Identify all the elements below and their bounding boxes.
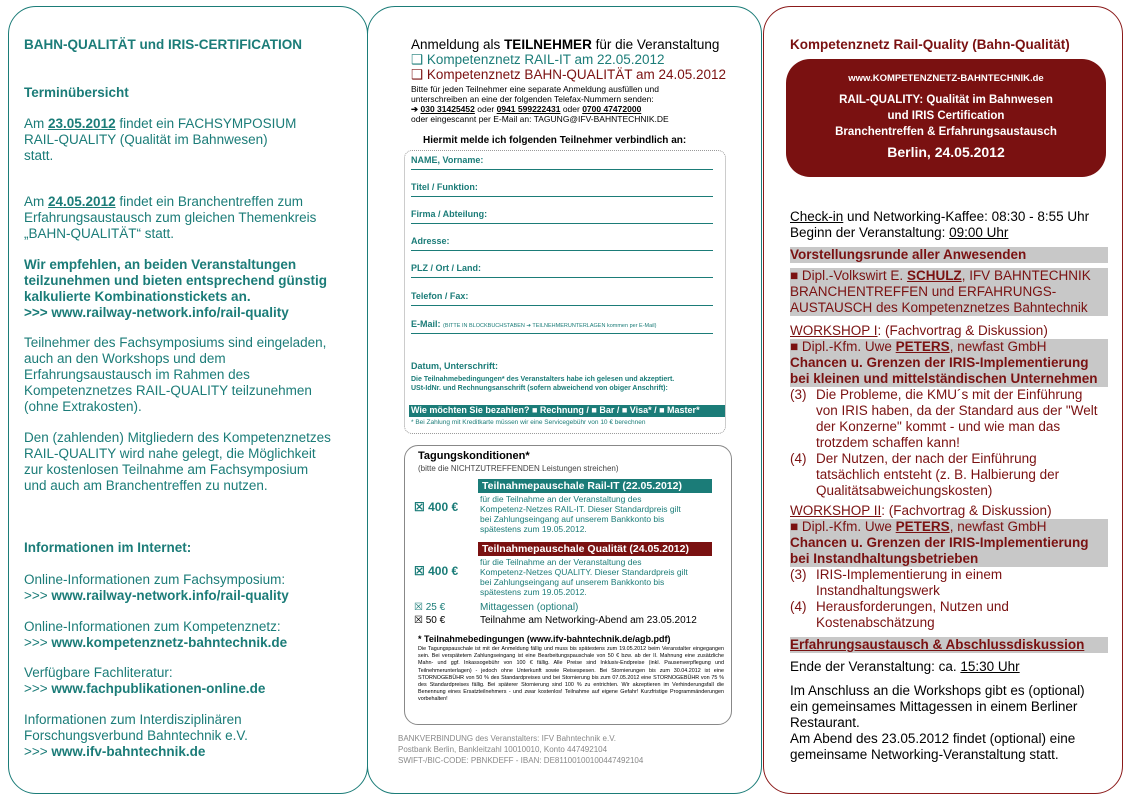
tagung-sub: (bitte die NICHTZUTREFFENDEN Leistungen streichen) <box>418 464 619 473</box>
workshop-2-heading: WORKSHOP II: (Fachvortrag & Diskussion) <box>790 503 1052 518</box>
workshop-1-points: (3) Die Probleme, die KMU´s mit der Einführung von IRIS haben, da der Standard aus der "Welt der Konzerne" kommt - und wie man das trotzdem schaffen kann! (4) Der Nutzen, der nach der Einführung tatsächlich entsteht (z. B. Halbierung der Qualitätsabweichungskosten) <box>790 387 1098 498</box>
tagung-title: Tagungskonditionen* <box>418 450 530 462</box>
event-badge: www.KOMPETENZNETZ-BAHNTECHNIK.de RAIL-QUALITY: Qualität im Bahnwesen und IRIS Certification Branchentreffen & Erfahrungsaustausch Berlin, 24.05.2012 <box>786 59 1106 177</box>
recommendation: Wir empfehlen, an beiden Veranstaltungen teilzunehmen und bieten entsprechend günstig kalkulierte Kombinationstickets an. >>> www.railway-network.info/rail-quality <box>24 257 328 320</box>
internet-heading: Informationen im Internet: <box>24 540 192 555</box>
option-rail-it[interactable]: ❑ Kompetenznetz RAIL-IT am 22.05.2012 <box>411 52 665 67</box>
company-field[interactable]: Firma / Abteilung: <box>411 209 713 224</box>
terminuebersicht: Terminübersicht <box>24 85 129 100</box>
checkbox-icon[interactable]: ❑ <box>411 67 424 82</box>
date-signature-field[interactable]: Datum, Unterschrift: <box>411 361 499 371</box>
arrow-icon: ➔ <box>411 104 419 114</box>
link-block-symposium: Online-Informationen zum Fachsymposium: >>> www.railway-network.info/rail-quality <box>24 572 289 603</box>
instructions: Bitte für jeden Teilnehmer eine separate Anmeldung ausfüllen und unterschreiben an eine der folgenden Telefax-Nummern senden: ➔ 030 31425452 oder 0941 599222431 oder 0700 47472000 oder eingescannt per E-Mail an: TAGUNG@IFV-BAHNTECHNIK.DE <box>411 84 669 124</box>
left-heading: BAHN-QUALITÄT und IRIS-CERTIFICATION <box>24 37 302 52</box>
paragraph-branchentreffen: Am 24.05.2012 findet ein Branchentreffen zum Erfahrungsaustausch zum gleichen Themenkreis „BAHN-QUALITÄT“ statt. <box>24 194 317 241</box>
item-qualitaet-title: Teilnahmepauschale Qualität (24.05.2012) <box>478 542 712 556</box>
link-block-kompetenznetz: Online-Informationen zum Kompetenznetz: >>> www.kompetenznetz-bahntechnik.de <box>24 619 288 650</box>
hiermit-text: Hiermit melde ich folgenden Teilnehmer verbindlich an: <box>423 135 687 146</box>
workshop-2-block: ■ Dipl.-Kfm. Uwe PETERS, newfast GmbH Chancen u. Grenzen der IRIS-Implementierung bei Instandhaltungsbetrieben <box>790 519 1108 567</box>
ifv-link[interactable]: www.ifv-bahntechnik.de <box>51 744 206 759</box>
registration-form <box>404 150 726 434</box>
option-bahn-qualitaet[interactable]: ❑ Kompetenznetz BAHN-QUALITÄT am 24.05.2012 <box>411 67 727 82</box>
workshop-1-block: ■ Dipl.-Kfm. Uwe PETERS, newfast GmbH Chancen u. Grenzen der IRIS-Implementierung bei kleinen und mittelständischen Unternehmen <box>790 339 1108 387</box>
bank-details: BANKVERBINDUNG des Veranstalters: IFV Bahntechnik e.V. Postbank Berlin, Bankleitzahl 10010010, Konto 447492104 SWIFT-/BIC-CODE: PBNKDEFF - IBAN: DE81100100100447492104 <box>398 734 644 765</box>
payment-method-bar[interactable]: Wie möchten Sie bezahlen? ■ Rechnung / ■ Bar / ■ Visa* / ■ Master* <box>409 405 725 417</box>
link-block-ifv: Informationen zum Interdisziplinären Forschungsverbund Bahntechnik e.V. >>> www.ifv-bahntechnik.de <box>24 712 248 759</box>
phone-fax-field[interactable]: Telefon / Fax: <box>411 291 713 306</box>
workshop-1-heading: WORKSHOP I: (Fachvortrag & Diskussion) <box>790 323 1048 338</box>
name-field[interactable]: NAME, Vorname: <box>411 155 713 170</box>
erfahrungsaustausch: Erfahrungsaustausch & Abschlussdiskussion <box>790 637 1108 653</box>
item-qualitaet-text: für die Teilnahme an der Veranstaltung des Kompetenz-Netzes QUALITY. Dieser Standardpreis gilt bei Zahlungseingang auf unserem Bankkonto bis spätestens zum 19.05.2012. <box>480 557 688 597</box>
item-rail-it-title: Teilnahmepauschale Rail-IT (22.05.2012) <box>478 479 712 493</box>
conditions-accept: Die Teilnahmebedingungen* des Veranstalters habe ich gelesen und akzeptiert. USt-IdNr. und Rechnungsanschrift (sofern abweichend von obiger Anschrift): <box>411 376 675 392</box>
rail-quality-link[interactable]: www.railway-network.info/rail-quality <box>51 305 289 320</box>
registration-title: Anmeldung als TEILNEHMER für die Veranstaltung <box>411 37 720 52</box>
payment-note: * Bei Zahlung mit Kreditkarte müssen wir eine Servicegebühr von 10 € berechnen <box>411 419 646 426</box>
paragraph-symposium: Am 23.05.2012 findet ein FACHSYMPOSIUM RAIL-QUALITY (Qualität im Bahnwesen) statt. <box>24 116 297 163</box>
item-qualitaet-price[interactable]: ☒ 400 € <box>414 564 459 578</box>
checkbox-icon[interactable]: ❑ <box>411 52 424 67</box>
item-lunch-text: Mittagessen (optional) <box>480 602 579 613</box>
link-block-literature: Verfügbare Fachliteratur: >>> www.fachpublikationen-online.de <box>24 665 266 696</box>
item-lunch-price[interactable]: ☒ 25 € <box>414 602 446 613</box>
terms-text: Die Tagungspauschale ist mit der Anmeldung fällig und muss bis spätestens zum 19.05.2012 beim Veranstalter eingegangen sein. Bei verspätetem Zahlungseingang ist eine Bearbeitungspauschale von 50 € bzw. ab der II. Mahnung eine zusätzliche Mahn- und ggf. Inkassogebühr von 100 € fällig. Alle Preise sind Inklusiv-Endpreise (inkl. Pausenverpflegung und Teilnehmerunterlagen) - jedoch ohne Unterkunft sowie Reisespesen. Bei Stornierungen bis zum 30.04.2012 ist eine STORNOGEBÜHR von 50 % des Standardpreises und bei Stornierung bis zum 07.05.2012 eine STORNOGEBÜHR von 75 % des Standardpreises fällig. Bei späterer Stornierung sind 100 % zu entrichten. Wir akzeptieren im Verhinderungsfall die Benennung eines Ersatzteilnehmers - und zwar kostenlos! Teilnahme auf eigene Gefahr! Kurzfristige Programmänderungen vorbehalten! <box>418 646 724 703</box>
item-rail-it-price[interactable]: ☒ 400 € <box>414 500 459 514</box>
email-field[interactable]: E-Mail: (BITTE IN BLOCKBUCHSTABEN ➔ TEILNEHMERUNTERLAGEN kommen per E-Mail) <box>411 319 713 334</box>
item-rail-it-text: für die Teilnahme an der Veranstaltung des Kompetenz-Netzes RAIL-IT. Dieser Standardpreis gilt bei Zahlungseingang auf unserem Bankkonto bis spätestens zum 19.05.2012. <box>480 494 681 534</box>
session-schulz: ■ Dipl.-Volkswirt E. SCHULZ, IFV BAHNTECHNIK BRANCHENTREFFEN und ERFAHRUNGS- AUSTAUSCH des Kompetenznetzes Bahntechnik <box>790 268 1108 316</box>
item-networking-price[interactable]: ☒ 50 € <box>414 615 446 626</box>
schedule-checkin: Check-in und Networking-Kaffee: 08:30 - 8:55 Uhr Beginn der Veranstaltung: 09:00 Uhr <box>790 209 1090 240</box>
address-field[interactable]: Adresse: <box>411 236 713 251</box>
workshop-2-points: (3) IRIS-Implementierung in einem Instandhaltungswerk (4) Herausforderungen, Nutzen und Kostenabschätzung <box>790 567 1009 630</box>
literature-link[interactable]: www.fachpublikationen-online.de <box>51 681 266 696</box>
terms-title: * Teilnahmebedingungen (www.ifv-bahntechnik.de/agb.pdf) <box>418 634 671 644</box>
end-time: Ende der Veranstaltung: ca. 15:30 Uhr <box>790 659 1020 674</box>
paragraph-members: Den (zahlenden) Mitgliedern des Kompetenznetzes RAIL-QUALITY wird nahe gelegt, die Möglichkeit zur kostenlosen Teilnahme am Fachsymposium und auch am Branchentreffen zu nutzen. <box>24 430 331 493</box>
closing-text: Im Anschluss an die Workshops gibt es (optional) ein gemeinsames Mittagessen in einem Berliner Restaurant. Am Abend des 23.05.2012 findet (optional) eine gemeinsame Networking-Veranstaltung statt. <box>790 683 1085 762</box>
vorstellungsrunde: Vorstellungsrunde aller Anwesenden <box>790 247 1108 263</box>
date-23-05: 23.05.2012 <box>48 116 116 131</box>
item-networking-text: Teilnahme am Networking-Abend am 23.05.2012 <box>480 615 697 626</box>
badge-url[interactable]: www.KOMPETENZNETZ-BAHNTECHNIK.de <box>848 73 1044 84</box>
kompetenznetz-link[interactable]: www.kompetenznetz-bahntechnik.de <box>51 635 288 650</box>
title-field[interactable]: Titel / Funktion: <box>411 182 713 197</box>
symposium-link[interactable]: www.railway-network.info/rail-quality <box>51 588 289 603</box>
right-heading: Kompetenznetz Rail-Quality (Bahn-Qualität) <box>790 37 1070 52</box>
paragraph-participants: Teilnehmer des Fachsymposiums sind eingeladen, auch an den Workshops und dem Erfahrungsaustausch im Rahmen des Kompetenznetzes RAIL-QUALITY teilzunehmen (ohne Extrakosten). <box>24 335 327 414</box>
zip-city-field[interactable]: PLZ / Ort / Land: <box>411 263 713 278</box>
date-24-05: 24.05.2012 <box>48 194 116 209</box>
